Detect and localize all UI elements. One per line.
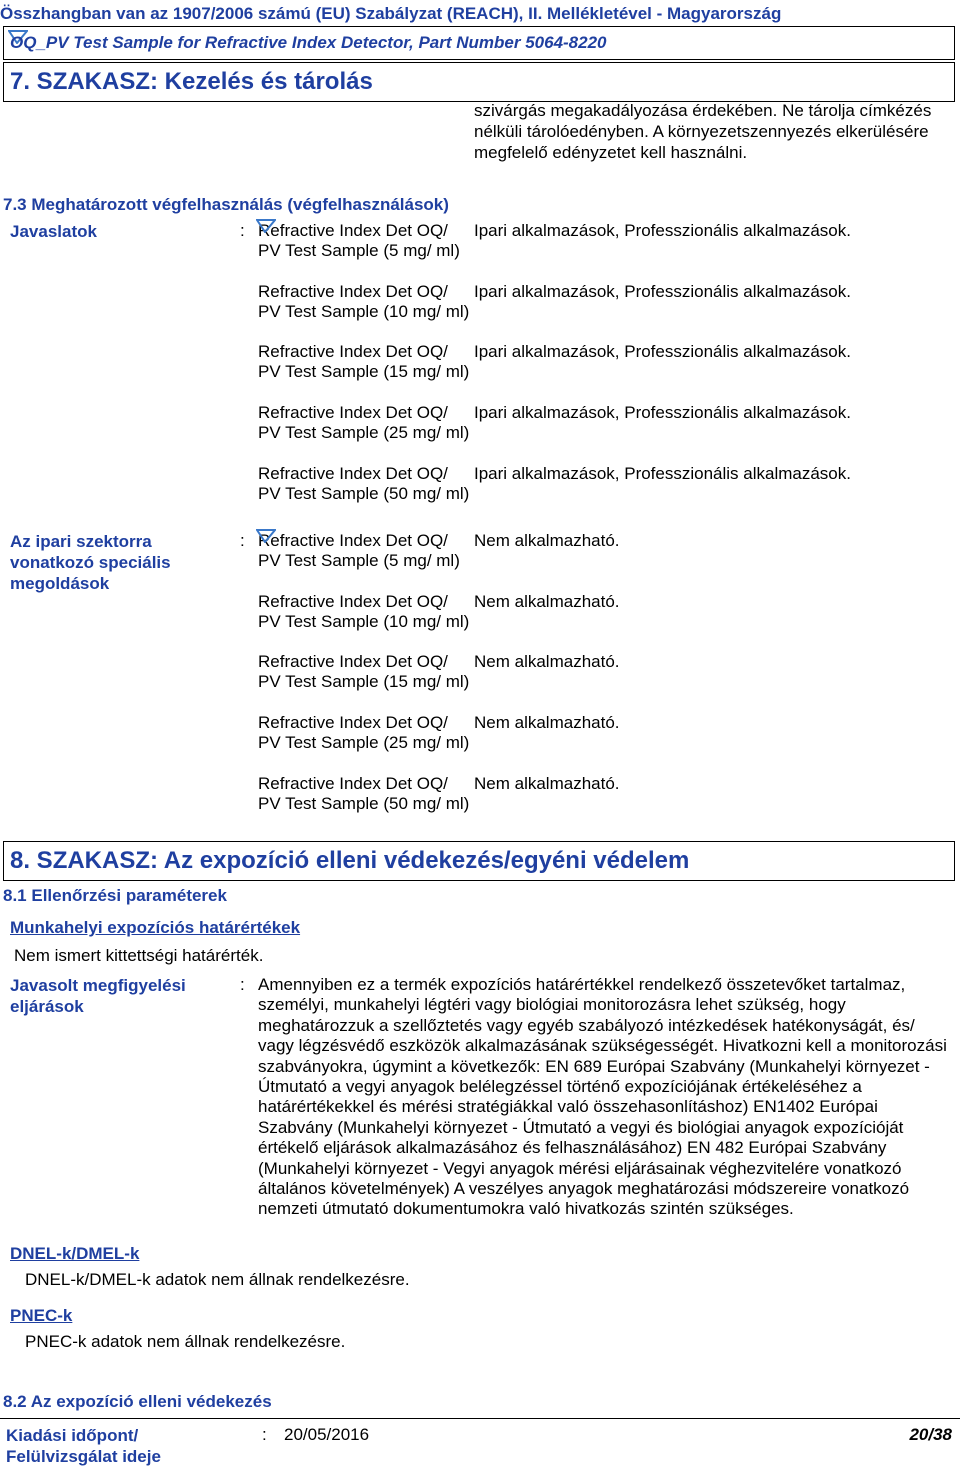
monitoring-text: Amennyiben ez a termék expozíciós határértékkel rendelkező összetevőket tartalmaz, személyi, munkahelyi légtéri vagy biológiai monitorozásra lehet szükség, hogy meghatározzuk a szellőztetés vagy egyéb szabályozó intézkedések hatékonyságát, és/ vagy légzésvédő eszközök alkalmazásának szükségességét. Hivatkozni kell a monitorozási szabványokra, úgymint a következők: EN 689 Európai Szabvány (Munkahelyi környezet - Útmutató a vegyi anyagok belélegzéssel történő expozíciójának értékeléséhez a határértékekkel és mérési stratégiákkal való összehasonlításhoz) EN1402 Európai Szabvány (Munkahelyi környezet - Útmutató a vegyi és biológiai anyagok expozícióját értékelő eljárások alkalmazásához és felhasználásához) EN 482 Európai Szabvány (Munkahelyi környezet - Vegyi anyagok mérési eljárásainak véghezvitelére vonatkozó általános követelmények) A veszélyes anyagok meghatározási módszereire vonatkozó nemzeti útmutató dokumentumokra való hivatkozás szintén szükséges. xyxy=(258,975,947,1219)
section7-header xyxy=(3,62,955,102)
ipari-product-3: Refractive Index Det OQ/ PV Test Sample (15 mg/ ml) xyxy=(258,652,470,691)
ipari-use-4: Nem alkalmazható. xyxy=(474,713,620,732)
ipari-label: Az ipari szektorra vonatkozó speciális megoldások xyxy=(10,532,171,593)
pnec-heading: PNEC-k xyxy=(10,1306,73,1325)
product-name: OQ_PV Test Sample for Refractive Index Detector, Part Number 5064-8220 xyxy=(10,33,607,52)
javaslatok-colon: : xyxy=(240,221,245,240)
dnel-heading: DNEL-k/DMEL-k xyxy=(10,1244,140,1263)
monitoring-label: Javasolt megfigyelési eljárások xyxy=(10,976,186,1016)
ipari-use-1: Nem alkalmazható. xyxy=(474,531,620,550)
ipari-product-2: Refractive Index Det OQ/ PV Test Sample (10 mg/ ml) xyxy=(258,592,470,631)
ipari-use-5: Nem alkalmazható. xyxy=(474,774,620,793)
javaslatok-product-5: Refractive Index Det OQ/ PV Test Sample (50 mg/ ml) xyxy=(258,464,470,503)
ipari-colon: : xyxy=(240,531,245,550)
footer xyxy=(0,1418,960,1474)
javaslatok-use-5: Ipari alkalmazások, Professzionális alkalmazások. xyxy=(474,464,851,483)
javaslatok-product-2: Refractive Index Det OQ/ PV Test Sample (10 mg/ ml) xyxy=(258,282,470,321)
javaslatok-product-4: Refractive Index Det OQ/ PV Test Sample (25 mg/ ml) xyxy=(258,403,470,442)
footer-colon: : xyxy=(262,1425,267,1444)
section8-header xyxy=(3,841,955,881)
javaslatok-use-3: Ipari alkalmazások, Professzionális alkalmazások. xyxy=(474,342,851,361)
section8-title: 8. SZAKASZ: Az expozíció elleni védekezés/egyéni védelem xyxy=(10,847,690,874)
subsection-7-3-title: 7.3 Meghatározott végfelhasználás (végfelhasználások) xyxy=(3,195,449,214)
pnec-text: PNEC-k adatok nem állnak rendelkezésre. xyxy=(25,1332,346,1351)
subsection-8-1-title: 8.1 Ellenőrzési paraméterek xyxy=(3,886,227,905)
ipari-use-3: Nem alkalmazható. xyxy=(474,652,620,671)
dnel-text: DNEL-k/DMEL-k adatok nem állnak rendelkezésre. xyxy=(25,1270,410,1289)
javaslatok-product-1 xyxy=(258,221,473,261)
ipari-product-5: Refractive Index Det OQ/ PV Test Sample (50 mg/ ml) xyxy=(258,774,470,813)
ipari-product-4: Refractive Index Det OQ/ PV Test Sample (25 mg/ ml) xyxy=(258,713,470,752)
javaslatok-product-3: Refractive Index Det OQ/ PV Test Sample (15 mg/ ml) xyxy=(258,342,470,381)
storage-continued-text: szivárgás megakadályozása érdekében. Ne tárolja címkézés nélküli tárolóedényben. A környezetszennyezés elkerülésére megfelelő edényzetet kell használni. xyxy=(474,101,932,162)
workplace-limits-text: Nem ismert kittettségi határérték. xyxy=(14,946,264,965)
product-name-box xyxy=(3,26,955,60)
section7-title: 7. SZAKASZ: Kezelés és tárolás xyxy=(10,68,373,95)
javaslatok-label: Javaslatok xyxy=(10,222,97,241)
product-text: Refractive Index Det OQ/ PV Test Sample (5 mg/ ml) xyxy=(258,221,460,260)
workplace-limits-heading: Munkahelyi expozíciós határértékek xyxy=(10,918,301,937)
javaslatok-use-2: Ipari alkalmazások, Professzionális alkalmazások. xyxy=(474,282,851,301)
ipari-use-2: Nem alkalmazható. xyxy=(474,592,620,611)
ipari-product-1 xyxy=(258,531,473,571)
javaslatok-use-4: Ipari alkalmazások, Professzionális alkalmazások. xyxy=(474,403,851,422)
revision-marker-icon xyxy=(256,529,276,543)
subsection-8-2-title: 8.2 Az expozíció elleni védekezés xyxy=(3,1392,272,1411)
page-number: 20/38 xyxy=(909,1425,952,1444)
monitoring-colon: : xyxy=(240,975,245,994)
product-text: Refractive Index Det OQ/ PV Test Sample (5 mg/ ml) xyxy=(258,531,460,570)
issue-date: 20/05/2016 xyxy=(284,1425,370,1444)
regulation-header: Összhangban van az 1907/2006 számú (EU) Szabályzat (REACH), II. Mellékletével - Magyarország xyxy=(0,4,782,23)
javaslatok-use-1: Ipari alkalmazások, Professzionális alkalmazások. xyxy=(474,221,851,240)
revision-marker-icon xyxy=(256,219,276,233)
issue-date-label: Kiadási időpont/ Felülvizsgálat ideje xyxy=(6,1426,161,1466)
